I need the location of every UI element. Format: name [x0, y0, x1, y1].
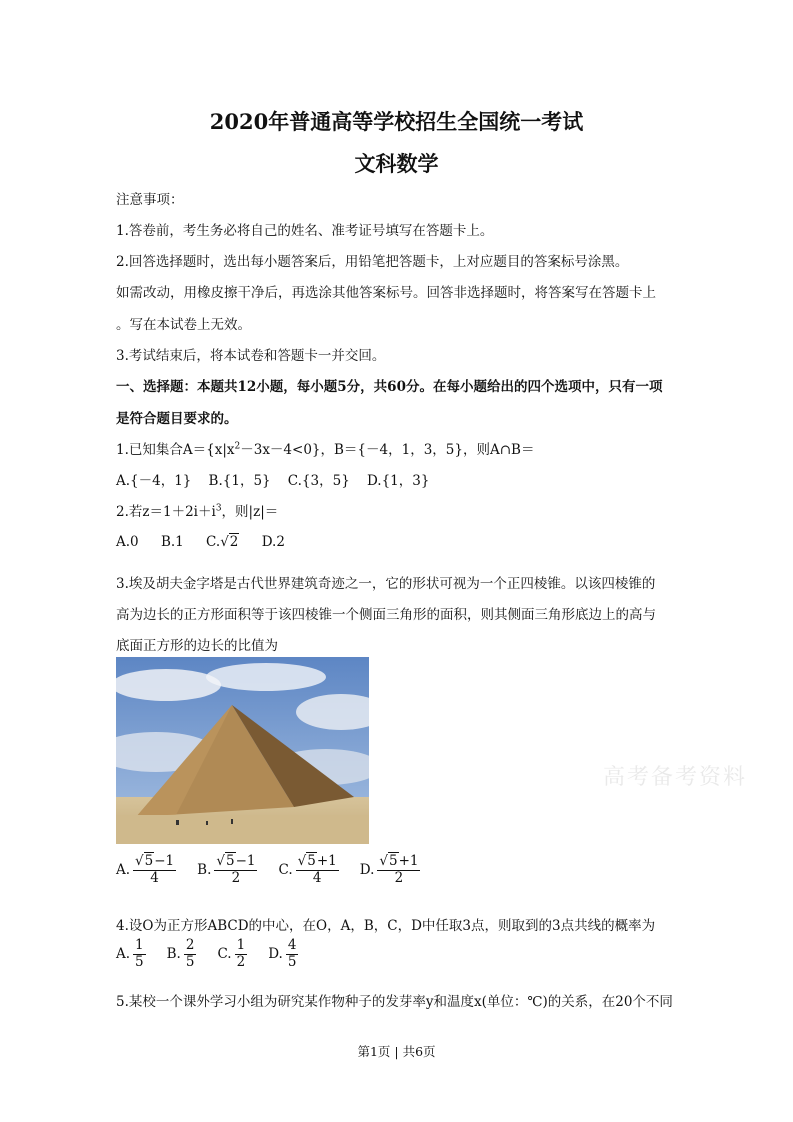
numerator-rest: +1: [316, 853, 337, 869]
q2-option-c-radicand: 2: [229, 534, 239, 550]
q2-option-a: A.0: [116, 534, 139, 550]
watermark: 高考备考资料: [603, 765, 748, 790]
q4-option-d-fraction: [286, 938, 299, 970]
q2-option-c: [206, 534, 239, 550]
radicand: 5: [388, 853, 398, 869]
q2-superscript: 3: [215, 503, 222, 514]
numerator: 2: [185, 937, 195, 953]
question-3-line2: 高为边长的正方形面积等于该四棱锥一个侧面三角形的面积，则其侧面三角形底边上的高与: [116, 607, 656, 623]
numerator-rest: −1: [235, 853, 256, 869]
q4-option-b-label: B.: [166, 946, 181, 963]
q4-option-a-label: A.: [116, 946, 131, 963]
q4-option-a-fraction: [133, 938, 146, 970]
q3-option-a: [116, 854, 179, 886]
note-1: 1.答卷前，考生务必将自己的姓名、准考证号填写在答题卡上。: [116, 223, 494, 239]
q4-option-c: [217, 938, 250, 970]
question-3-line1: 3.埃及胡夫金字塔是古代世界建筑奇迹之一，它的形状可视为一个正四棱锥。以该四棱锥的: [116, 576, 656, 592]
question-2-options: [116, 534, 303, 550]
radicand: 5: [144, 853, 154, 869]
question-1-stem: [116, 438, 534, 458]
q2-text-a: 2.若z＝1＋2i＋i: [116, 504, 216, 520]
numerator: [214, 854, 257, 871]
question-3-line3: 底面正方形的边长的比值为: [116, 638, 278, 654]
sqrt-symbol: √2: [220, 534, 239, 550]
denominator: 5: [287, 953, 297, 970]
sqrt-symbol: √5: [297, 853, 316, 869]
question-4-options: [116, 938, 319, 970]
q4-option-a: [116, 938, 149, 970]
denominator: 2: [394, 869, 404, 886]
denominator: 5: [185, 953, 195, 970]
q3-option-a-label: A.: [116, 862, 131, 879]
page-footer: 第1页 | 共6页: [357, 1044, 436, 1059]
denominator: 4: [150, 869, 159, 886]
numerator-rest: −1: [154, 853, 175, 869]
q3-option-b-label: B.: [197, 862, 212, 879]
numerator-rest: +1: [398, 853, 419, 869]
numerator: [377, 854, 420, 871]
question-4-stem: 4.设O为正方形ABCD的中心，在O，A，B，C，D中任取3点，则取到的3点共线的概率为: [116, 918, 656, 934]
q3-option-a-fraction: [133, 854, 176, 886]
numerator: 1: [236, 937, 246, 953]
q3-option-b-fraction: [214, 854, 257, 886]
section-heading-line1: 一、选择题：本题共12小题，每小题5分，共60分。在每小题给出的四个选项中，只有一项: [116, 379, 663, 395]
q4-option-b-fraction: [184, 938, 197, 970]
q1-text-b: －3x－4<0}，B＝{－4，1，3，5}，则A∩B＝: [240, 442, 535, 458]
radicand: 5: [307, 853, 316, 869]
notes-heading: 注意事项：: [116, 192, 184, 208]
q2-option-d: D.2: [261, 534, 285, 550]
denominator: 2: [231, 869, 241, 886]
q2-option-b: B.1: [160, 534, 184, 550]
q4-option-c-fraction: [235, 938, 248, 970]
exam-subtitle: 文科数学: [354, 151, 439, 176]
q4-option-d: [268, 938, 301, 970]
q3-option-d-fraction: [377, 854, 420, 886]
q3-option-c: [278, 854, 341, 886]
q2-text-b: ，则|z|＝: [221, 504, 279, 520]
question-3-options: [116, 854, 441, 886]
question-2-stem: [116, 500, 278, 520]
sqrt-symbol: √5: [135, 853, 154, 869]
numerator: 1: [135, 937, 144, 953]
q3-option-d: [360, 854, 424, 886]
numerator: 4: [287, 937, 297, 953]
denominator: 2: [236, 953, 246, 970]
q3-option-d-label: D.: [359, 862, 375, 879]
numerator: [296, 854, 339, 871]
q4-option-b: [167, 938, 200, 970]
exam-title: 2020年普通高等学校招生全国统一考试: [209, 109, 584, 134]
q3-option-c-fraction: [296, 854, 339, 886]
question-1-options: A.{－4，1} B.{1，5} C.{3，5} D.{1，3}: [116, 473, 430, 489]
numerator: [133, 854, 176, 871]
section-heading-line2: 是符合题目要求的。: [116, 411, 238, 427]
q4-option-d-label: D.: [268, 946, 283, 963]
q1-superscript: 2: [234, 441, 241, 452]
question-5-stem: 5.某校一个课外学习小组为研究某作物种子的发芽率y和温度x(单位：℃)的关系，在20个不同: [116, 994, 673, 1010]
note-3: 3.考试结束后，将本试卷和答题卡一并交回。: [116, 348, 386, 364]
q3-option-b: [197, 854, 260, 886]
q4-option-c-label: C.: [217, 946, 232, 963]
radicand: 5: [225, 853, 235, 869]
q1-text-a: 1.已知集合A＝{x|x: [116, 442, 235, 458]
sqrt-symbol: √5: [216, 853, 235, 869]
note-2-end: 。写在本试卷上无效。: [116, 317, 251, 333]
sqrt-symbol: √5: [379, 853, 398, 869]
pyramid-photo: [116, 657, 369, 844]
q2-option-c-label: C.: [206, 534, 221, 550]
denominator: 5: [135, 953, 144, 970]
note-2-continued: 如需改动，用橡皮擦干净后，再选涂其他答案标号。回答非选择题时，将答案写在答题卡上: [116, 285, 656, 301]
note-2: 2.回答选择题时，选出每小题答案后，用铅笔把答题卡，上对应题目的答案标号涂黑。: [116, 254, 629, 270]
denominator: 4: [312, 869, 322, 886]
q3-option-c-label: C.: [278, 862, 293, 879]
